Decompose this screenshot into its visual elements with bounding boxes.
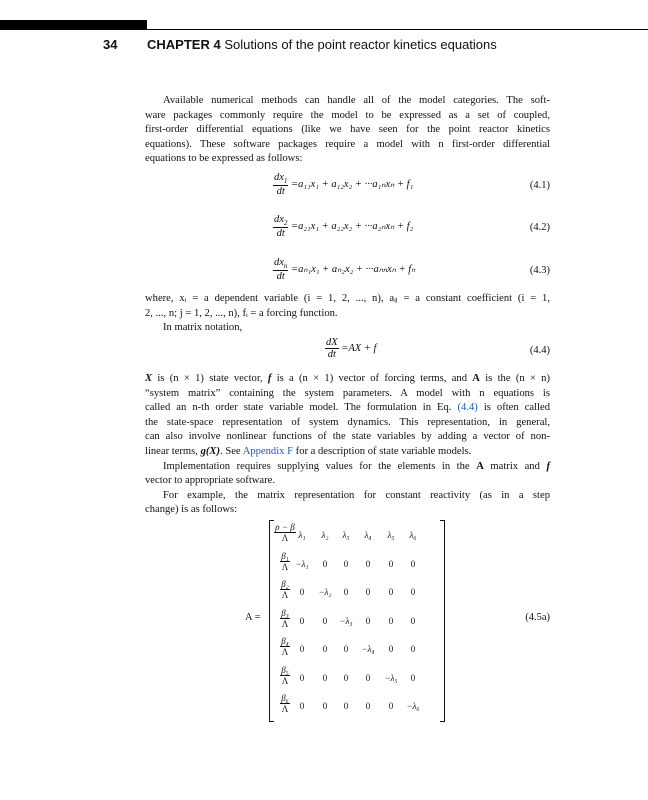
- matrix-cell: λ₂: [321, 530, 329, 540]
- fraction: [280, 693, 290, 714]
- equation-number: (4.1): [529, 180, 550, 191]
- matrix-bracket-right: [440, 520, 445, 722]
- symbol-f: f: [267, 373, 272, 384]
- header-rule: [147, 29, 648, 30]
- equation-body: [273, 257, 415, 282]
- header-bar: [0, 20, 147, 30]
- matrix-cell: 0: [388, 644, 394, 654]
- text-line: first-order differential equations (like we have seen for the point reactor kinetics: [145, 124, 550, 136]
- matrix-cell: 0: [365, 587, 371, 597]
- matrix-cell: 0: [322, 672, 328, 683]
- equation-number: (4.3): [529, 265, 550, 276]
- matrix-cell: 0: [365, 672, 371, 683]
- symbol-f: f: [546, 460, 550, 472]
- text-line: For example, the matrix representation for constant reactivity (as in a step: [163, 489, 550, 501]
- equation-body: [273, 172, 413, 197]
- matrix-cell: 0: [410, 615, 416, 626]
- matrix-cell: −λ₆: [406, 701, 420, 711]
- text-line: [145, 460, 550, 475]
- fraction-denominator: dt: [276, 271, 285, 283]
- matrix-cell: 0: [343, 644, 349, 654]
- text-line: change) is as follows:: [145, 504, 238, 516]
- matrix-cell: 0: [322, 701, 328, 711]
- derivative-fraction: [273, 214, 288, 239]
- fraction-denominator: dt: [276, 228, 285, 240]
- text-run: Implementation requires supplying values for the elements in the: [163, 460, 477, 472]
- fraction-numerator: β₆: [281, 693, 289, 703]
- matrix-cell: 0: [322, 615, 328, 626]
- matrix-cell: λ₅: [387, 530, 395, 540]
- matrix-cell: 0: [299, 701, 305, 711]
- matrix-cell: λ₃: [342, 530, 350, 540]
- fraction-numerator: dx: [274, 257, 284, 268]
- text-line: Available numerical methods can handle all of the model categories. The soft-: [163, 95, 550, 106]
- matrix-cell: −λ₄: [361, 644, 375, 654]
- equation-rhs: =AX + f: [341, 342, 377, 354]
- matrix-cell: λ₆: [409, 530, 417, 540]
- equation-rhs: =aₙ₁x₁ + aₙ₂x₂ + ···aₙₙxₙ + fₙ: [291, 263, 416, 275]
- system-matrix: [269, 520, 445, 720]
- text-line: equations to be expressed as follows:: [145, 153, 303, 165]
- matrix-cell: −λ₂: [318, 587, 332, 597]
- matrix-cell: λ₄: [364, 530, 372, 540]
- paragraph-where: [145, 292, 550, 336]
- equation-body: [273, 214, 413, 239]
- derivative-fraction: [273, 172, 288, 197]
- equation-rhs: =a₂₁x₁ + a₂₂x₂ + ···a₂ₙxₙ + f₂: [291, 220, 414, 232]
- text-line: vector to appropriate software.: [145, 475, 276, 487]
- matrix-cell: 0: [410, 587, 416, 597]
- fraction: [280, 608, 290, 629]
- fraction-denominator: Λ: [281, 704, 289, 714]
- chapter-heading: [147, 37, 497, 52]
- text-line: “system matrix” containing the system parameters. A model with n equations is: [145, 387, 550, 399]
- symbol-A: A: [476, 460, 484, 472]
- matrix-cell: 0: [388, 615, 394, 626]
- symbol-gX: g(X): [200, 445, 221, 457]
- matrix-cell: λ₁: [298, 530, 306, 540]
- appendix-link[interactable]: Appendix F: [242, 445, 294, 457]
- fraction-numerator: dx: [274, 172, 284, 183]
- text-run: is a (n × 1) vector of forcing terms, and: [271, 373, 473, 384]
- matrix-cell: 0: [299, 644, 305, 654]
- matrix-cell: −λ₁: [295, 558, 309, 569]
- fraction-denominator: dt: [276, 186, 285, 198]
- subscript: n: [283, 262, 288, 271]
- equation-number: (4.5a): [525, 612, 550, 623]
- paragraph-intro: [145, 94, 550, 167]
- fraction-numerator: β₄: [281, 636, 289, 646]
- matrix-cell: 0: [365, 615, 371, 626]
- text-run: is often called: [477, 402, 550, 414]
- matrix-cell: 0: [299, 672, 305, 683]
- matrix-cell: 0: [343, 701, 349, 711]
- text-line: In matrix notation,: [163, 322, 243, 334]
- matrix-cell: 0: [388, 701, 394, 711]
- matrix-cell: 0: [388, 558, 394, 569]
- fraction: [280, 579, 290, 600]
- text-line: [145, 401, 550, 416]
- fraction-denominator: Λ: [281, 647, 289, 657]
- equation-number: (4.4): [529, 345, 550, 356]
- matrix-cell: 0: [343, 587, 349, 597]
- text-run: for a description of state variable models.: [293, 445, 472, 457]
- text-line: where, xᵢ = a dependent variable (i = 1, 2, ..., n), aᵢⱼ = a constant coefficient (i = 1,: [145, 293, 550, 304]
- fraction-denominator: Λ: [281, 533, 289, 543]
- matrix-cell: 0: [365, 558, 371, 569]
- equation-number: (4.2): [529, 222, 550, 233]
- matrix-cell: 0: [388, 587, 394, 597]
- matrix-lhs: A =: [245, 612, 261, 623]
- page-number: 34: [103, 37, 118, 52]
- text-line: [145, 372, 550, 387]
- text-line: [145, 445, 550, 460]
- text-line: equations). These software packages require a model with n first-order differential: [145, 138, 550, 150]
- text-run: is (n × 1) state vector,: [152, 373, 268, 384]
- fraction-numerator: dX: [326, 337, 338, 348]
- matrix-cell: 0: [410, 558, 416, 569]
- equation-body: [325, 337, 376, 360]
- text-line: ware packages commonly require the model to be expressed as a set of coupled,: [145, 109, 550, 121]
- text-run: is the (n × n): [479, 373, 551, 384]
- matrix-cell: 0: [299, 615, 305, 626]
- equation-link[interactable]: (4.4): [457, 402, 478, 414]
- symbol-A: A: [472, 373, 480, 384]
- derivative-fraction: [325, 337, 339, 360]
- fraction-numerator: β₁: [281, 550, 289, 561]
- text-line: the state-space representation of system dynamics. This representation, in general,: [145, 416, 550, 428]
- text-run: called an n-th order state variable model. The formulation in Eq.: [145, 402, 458, 414]
- subscript: 2: [283, 219, 288, 228]
- matrix-cell: 0: [410, 644, 416, 654]
- equation-rhs: =a₁₁x₁ + a₁₂x₂ + ···a₁ₙxₙ + f₁: [291, 178, 414, 190]
- text-line: can also involve nonlinear functions of the state variables by adding a vector of non-: [145, 431, 550, 443]
- matrix-cell: 0: [322, 558, 328, 569]
- matrix-cell: −λ₃: [339, 615, 353, 626]
- paragraph-state-vector: [145, 372, 550, 518]
- text-run: matrix and: [483, 460, 547, 472]
- symbol-X: X: [145, 373, 153, 384]
- text-line: 2, ..., n; j = 1, 2, ..., n), fᵢ = a forcing function.: [145, 307, 338, 319]
- fraction-numerator: ρ − β: [275, 522, 295, 532]
- fraction-denominator: Λ: [281, 618, 289, 629]
- fraction-denominator: Λ: [281, 675, 289, 686]
- text-run: linear terms,: [145, 445, 201, 457]
- derivative-fraction: [273, 257, 288, 282]
- fraction-numerator: β₃: [281, 607, 289, 618]
- text-run: . See: [220, 445, 243, 457]
- matrix-cell: 0: [365, 701, 371, 711]
- fraction: [280, 636, 290, 657]
- matrix-cell: 0: [322, 644, 328, 654]
- fraction-denominator: Λ: [281, 590, 289, 600]
- fraction-numerator: β₅: [281, 664, 289, 675]
- matrix-cell: 0: [410, 672, 416, 683]
- matrix-cell: 0: [343, 558, 349, 569]
- chapter-label: CHAPTER 4: [147, 37, 221, 52]
- fraction: [280, 665, 290, 686]
- fraction-denominator: Λ: [281, 561, 289, 572]
- matrix-cell: 0: [343, 672, 349, 683]
- chapter-title: Solutions of the point reactor kinetics equations: [224, 37, 497, 52]
- matrix-cell: −λ₅: [384, 672, 398, 683]
- subscript: 1: [283, 177, 288, 186]
- fraction: [280, 551, 290, 572]
- fraction-numerator: β₂: [281, 579, 289, 589]
- fraction-denominator: dt: [327, 349, 336, 360]
- matrix-cell: 0: [299, 587, 305, 597]
- fraction-numerator: dx: [274, 214, 284, 225]
- running-header: [0, 37, 648, 53]
